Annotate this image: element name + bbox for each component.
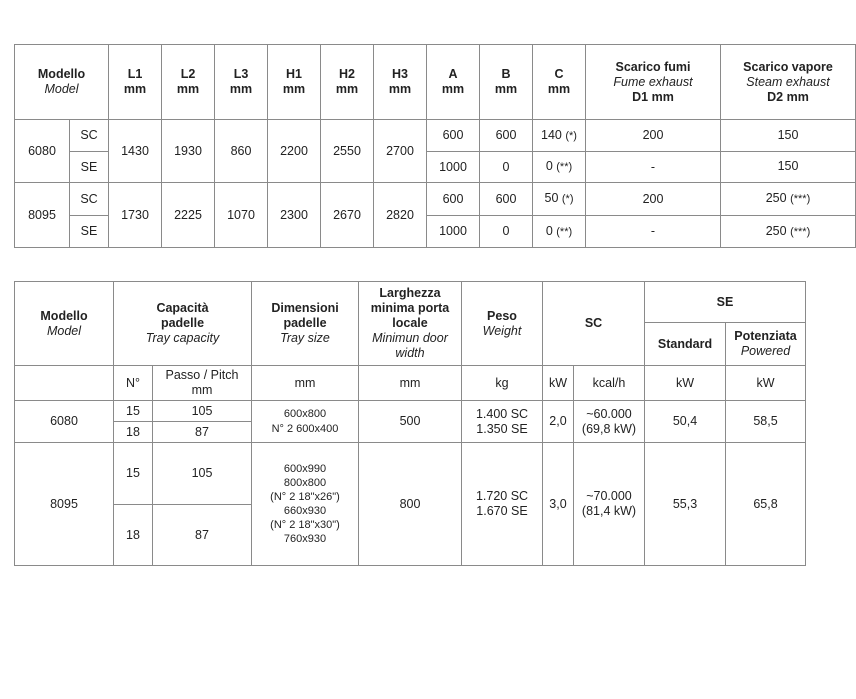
pitch-cell: 105 [153,401,252,422]
footnote-mark: (*) [561,193,574,205]
pitch-header: Passo / Pitch mm [153,366,252,401]
unit-mm: mm [252,366,359,401]
footnote-mark: (*) [565,129,577,142]
b-cell: 600 [480,120,533,152]
l1-cell: 1730 [109,183,162,248]
l3-cell: 860 [215,120,268,183]
l3-cell: 1070 [215,183,268,248]
d1-cell: - [586,152,721,183]
l3-header: L3 mm [215,45,268,120]
a-cell: 600 [427,120,480,152]
model-cell: 8095 [15,443,114,566]
n-cell: 18 [114,505,153,566]
a-cell: 600 [427,183,480,216]
door-width-header: Larghezza minima porta locale Minimun door width [359,282,462,366]
l2-header: L2 mm [162,45,215,120]
c-cell: 140 (*) [533,120,586,152]
se-header: SE [645,282,806,323]
model-header [15,45,109,120]
model-label-en: Model [44,82,79,96]
a-cell: 1000 [427,152,480,183]
empty-cell [15,366,114,401]
a-cell: 1000 [427,216,480,248]
kcal-cell: ~60.000 (69,8 kW) [574,401,645,443]
h2-cell: 2670 [321,183,374,248]
c-cell: 50 (*) [533,183,586,216]
unit-kw: kW [726,366,806,401]
unit-mm: mm [359,366,462,401]
c-cell: 0 (**) [533,216,586,248]
type-cell: SC [70,120,109,152]
n-cell: 18 [114,422,153,443]
unit-kw: kW [543,366,574,401]
standard-cell: 50,4 [645,401,726,443]
standard-header: Standard [645,323,726,366]
pitch-cell: 87 [153,422,252,443]
h2-header: H2 mm [321,45,374,120]
dimensions-table [14,44,856,248]
footnote-mark: (***) [790,225,811,238]
a-header: A mm [427,45,480,120]
type-cell: SE [70,216,109,248]
d2-cell: 150 [721,120,856,152]
model-cell: 6080 [15,401,114,443]
table-row [15,401,806,422]
h1-cell: 2200 [268,120,321,183]
unit-kw: kW [645,366,726,401]
header-row [15,282,806,323]
d1-cell: 200 [586,120,721,152]
standard-cell: 55,3 [645,443,726,566]
b-cell: 0 [480,216,533,248]
model-cell: 8095 [15,183,70,248]
d2-cell: 250 (***) [721,216,856,248]
d1-cell: - [586,216,721,248]
units-row [15,366,806,401]
tray-capacity-header: Capacità padelle Tray capacity [114,282,252,366]
footnote-mark: (**) [556,225,573,238]
pitch-cell: 87 [153,505,252,566]
b-cell: 0 [480,152,533,183]
weight-header: Peso Weight [462,282,543,366]
model-cell: 6080 [15,120,70,183]
powered-cell: 58,5 [726,401,806,443]
door-width-cell: 500 [359,401,462,443]
table-row [15,120,856,152]
tray-size-header: Dimensioni padelle Tray size [252,282,359,366]
n-cell: 15 [114,401,153,422]
header-row [15,45,856,120]
table-row [15,443,806,505]
h1-header: H1 mm [268,45,321,120]
l2-cell: 1930 [162,120,215,183]
kw-cell: 3,0 [543,443,574,566]
n-cell: 15 [114,443,153,505]
table-row [15,183,856,216]
footnote-mark: (***) [790,193,811,205]
door-width-cell: 800 [359,443,462,566]
unit-kg: kg [462,366,543,401]
pitch-cell: 105 [153,443,252,505]
unit-kcal: kcal/h [574,366,645,401]
powered-cell: 65,8 [726,443,806,566]
sc-header: SC [543,282,645,366]
h3-cell: 2700 [374,120,427,183]
h3-header: H3 mm [374,45,427,120]
tray-size-cell: 600x990 800x800 (N° 2 18"x26") 660x930 (N° 2 18"x30") 760x930 [252,443,359,566]
footnote-mark: (**) [556,161,573,173]
kw-cell: 2,0 [543,401,574,443]
powered-header: Potenziata Powered [726,323,806,366]
capacity-table [14,281,806,566]
l1-cell: 1430 [109,120,162,183]
b-cell: 600 [480,183,533,216]
d2-cell: 150 [721,152,856,183]
b-header: B mm [480,45,533,120]
model-label: Modello [37,67,86,81]
tray-size-cell: 600x800 N° 2 600x400 [252,401,359,443]
l1-header: L1 mm [109,45,162,120]
d2-cell: 250 (***) [721,183,856,216]
type-cell: SC [70,183,109,216]
weight-cell: 1.400 SC 1.350 SE [462,401,543,443]
model-header: Modello Model [15,282,114,366]
h3-cell: 2820 [374,183,427,248]
fume-exhaust-header: Scarico fumi Fume exhaust D1 mm [586,45,721,120]
n-header: N° [114,366,153,401]
h1-cell: 2300 [268,183,321,248]
h2-cell: 2550 [321,120,374,183]
kcal-cell: ~70.000 (81,4 kW) [574,443,645,566]
steam-exhaust-header: Scarico vapore Steam exhaust D2 mm [721,45,856,120]
c-header: C mm [533,45,586,120]
c-cell: 0 (**) [533,152,586,183]
d1-cell: 200 [586,183,721,216]
type-cell: SE [70,152,109,183]
l2-cell: 2225 [162,183,215,248]
weight-cell: 1.720 SC 1.670 SE [462,443,543,566]
